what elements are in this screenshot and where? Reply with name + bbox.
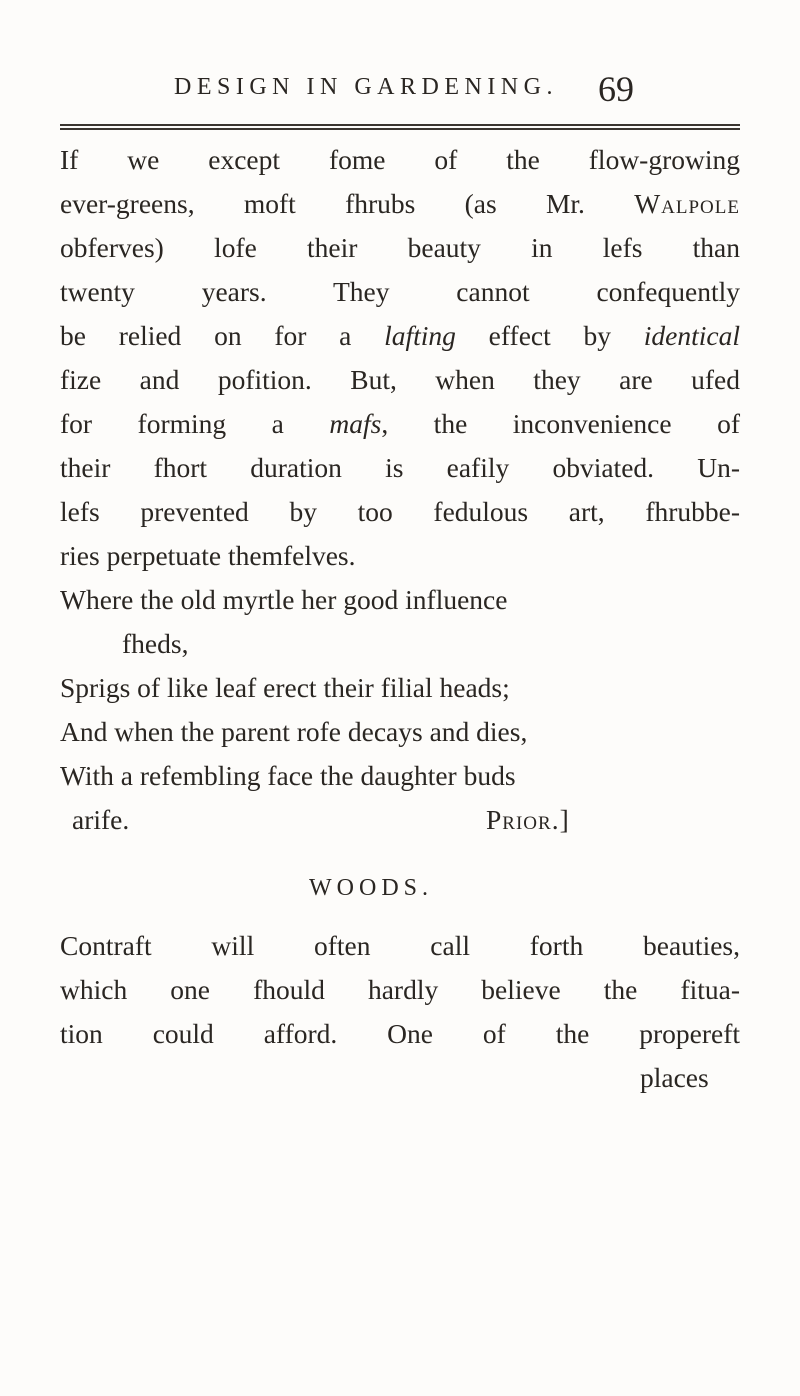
verse-line: And when the parent rofe decays and dies, (60, 716, 528, 747)
verse-line: With a refembling face the daughter buds (60, 760, 516, 791)
author-name: Walpole (634, 188, 740, 219)
verse-line: Where the old myrtle her good influence (60, 584, 508, 615)
text-line: ever-greens, moft fhrubs (as Mr. Walpole (60, 188, 740, 219)
verse-line: Sprigs of like leaf erect their filial heads; (60, 672, 510, 703)
text-line: their fhort duration is eafily obviated. Un- (60, 452, 740, 483)
page-number: 69 (598, 69, 634, 109)
text-line: If we except fome of the flow-growing (60, 144, 740, 175)
text-line: twenty years. They cannot confequently (60, 276, 740, 307)
text-line: obferves) lofe their beauty in lefs than (60, 232, 740, 263)
text-line: be relied on for a lafting effect by identical (60, 320, 741, 351)
italic-word: mafs (329, 408, 382, 439)
header-double-rule (60, 124, 740, 130)
verse-line: arife. (72, 804, 130, 835)
text-line: for forming a mafs, the inconvenience of (60, 408, 740, 439)
section-heading: WOODS. (309, 875, 433, 901)
text-line: lefs prevented by too fedulous art, fhrubbe- (60, 496, 740, 527)
running-header (174, 68, 634, 108)
italic-word: lafting (384, 320, 456, 351)
text-line: which one fhould hardly believe the fitua- (60, 974, 740, 1005)
text-line: tion could afford. One of the propereft (60, 1018, 740, 1049)
italic-word: identical (643, 320, 741, 351)
verse-line: fheds, (122, 628, 189, 659)
text-line: ries perpetuate themfelves. (60, 540, 356, 571)
text-line: Contraft will often call forth beauties, (60, 930, 740, 961)
running-title: DESIGN IN GARDENING. (174, 74, 558, 100)
catchword: places (640, 1062, 709, 1093)
verse-attribution: Prior.] (486, 804, 570, 835)
text-line: fize and pofition. But, when they are ufed (60, 364, 740, 395)
